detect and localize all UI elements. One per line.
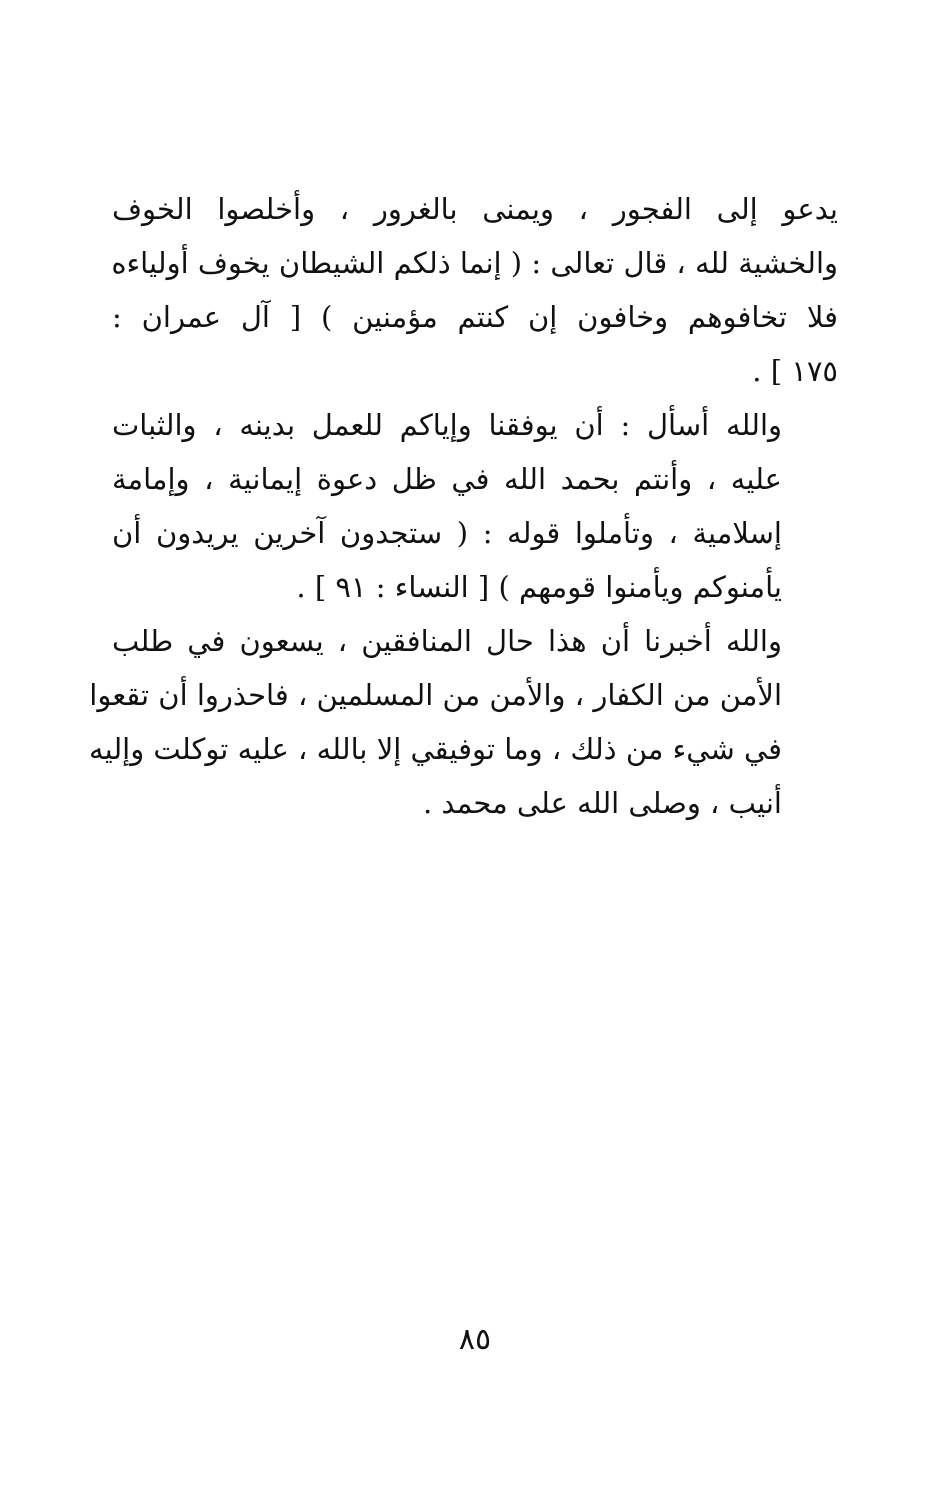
paragraph-2-line-3: إسلامية ، وتأملوا قوله : ( ستجدون آخرين يريدون أن (112, 516, 782, 550)
paragraph-1-line-4: ١٧٥ ] . (752, 354, 838, 388)
paragraph-2-line-2: عليه ، وأنتم بحمد الله في ظل دعوة إيمانية ، وإمامة (112, 462, 782, 496)
paragraph-2-line-4: يأمنوكم ويأمنوا قومهم ) [ النساء : ٩١ ] . (296, 570, 782, 604)
paragraph-3 (89, 614, 838, 830)
paragraph-1-line-1: يدعو إلى الفجور ، ويمنى بالغرور ، وأخلصوا الخوف (112, 192, 838, 226)
paragraph-2-line-1: والله أسأل : أن يوفقنا وإياكم للعمل بدينه ، والثبات (112, 408, 782, 442)
paragraph-1-line-2: والخشية لله ، قال تعالى : ( إنما ذلكم الشيطان يخوف أولياءه (111, 246, 838, 280)
paragraph-3-line-2: الأمن من الكفار ، والأمن من المسلمين ، فاحذروا أن تقعوا (89, 678, 782, 712)
page-number: ٨٥ (458, 1322, 492, 1357)
paragraph-3-line-3: في شيء من ذلك ، وما توفيقي إلا بالله ، عليه توكلت وإليه (89, 732, 782, 766)
paragraph-1 (112, 182, 838, 398)
paragraph-3-line-1: والله أخبرنا أن هذا حال المنافقين ، يسعون في طلب (112, 624, 782, 658)
paragraph-3-line-4: أنيب ، وصلى الله على محمد . (422, 786, 782, 820)
paragraph-2 (112, 398, 838, 614)
paragraph-1-line-3: فلا تخافوهم وخافون إن كنتم مؤمنين ) [ آل عمران : (112, 300, 838, 334)
